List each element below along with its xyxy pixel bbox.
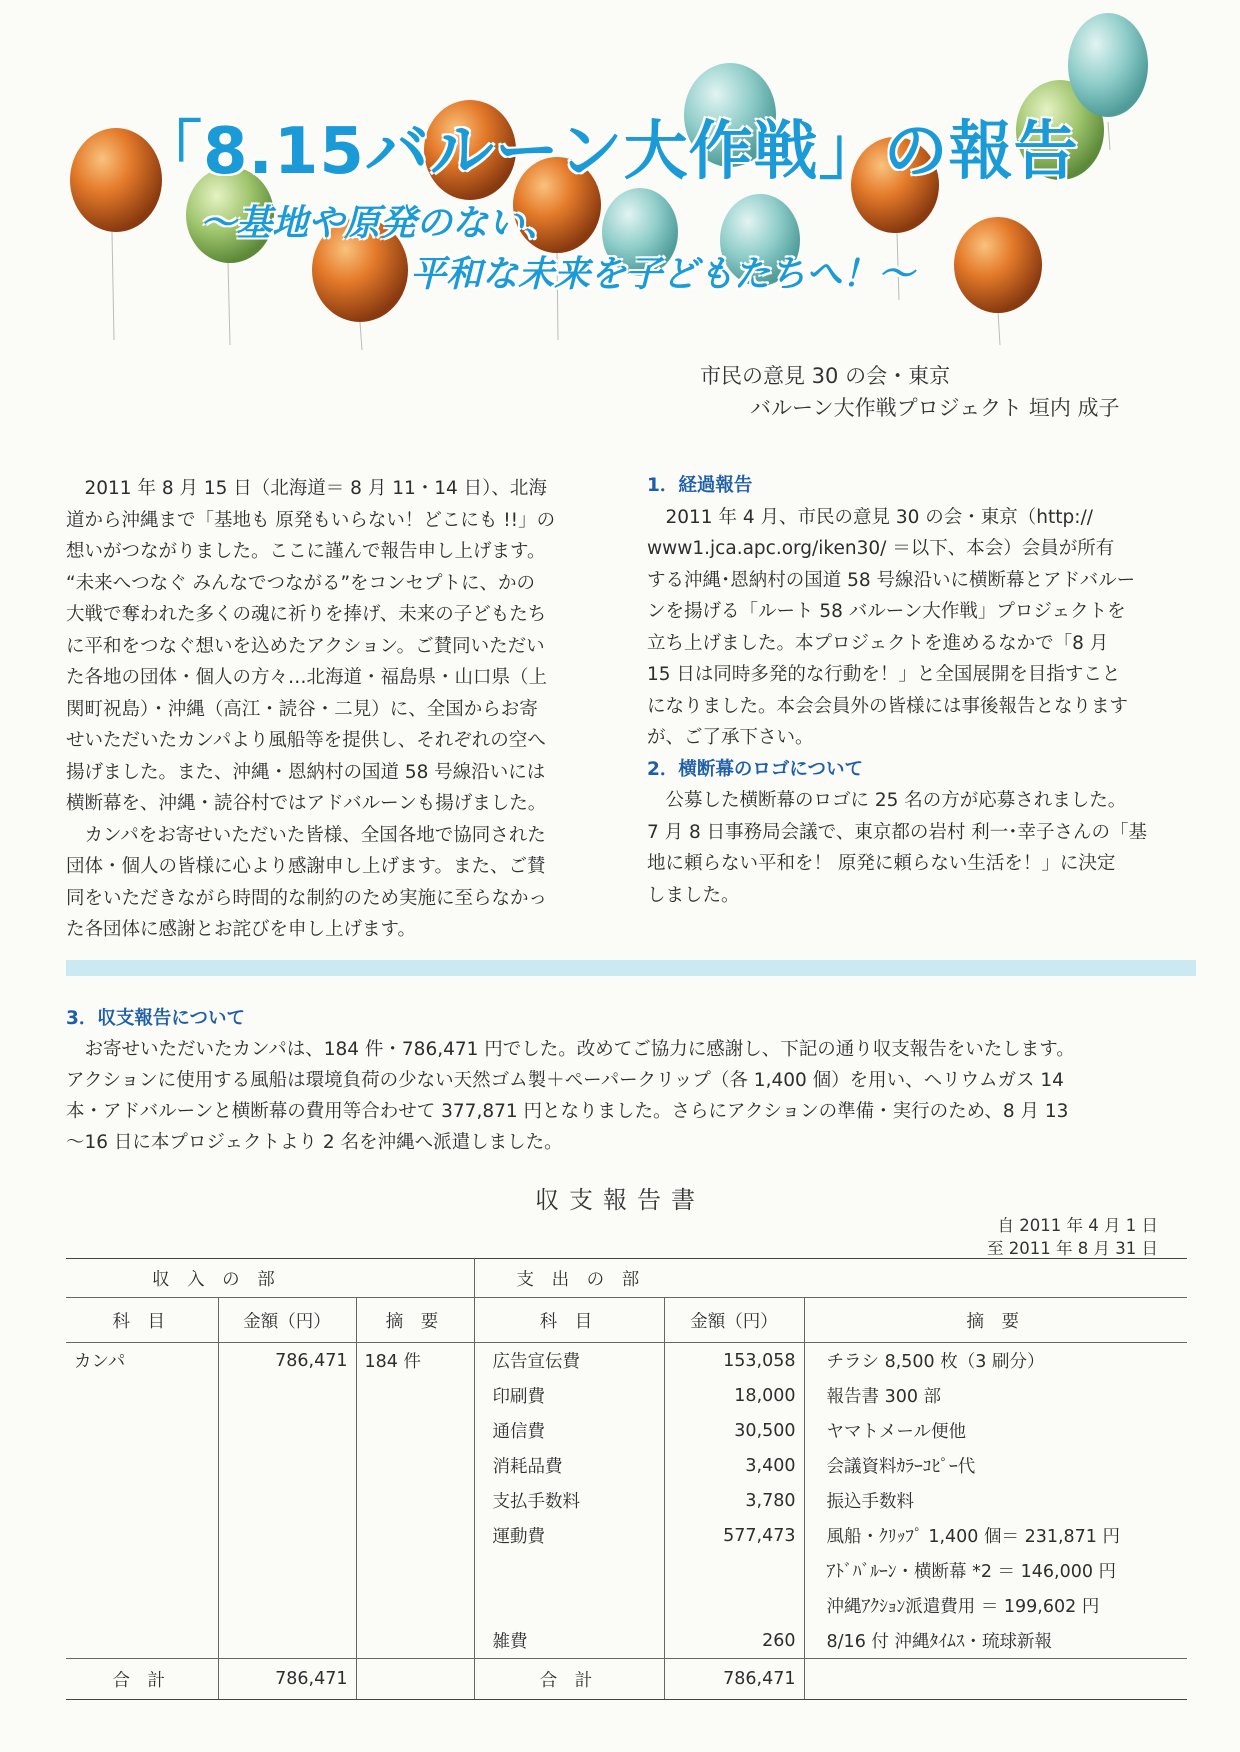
progress-line: www1.jca.apc.org/iken30/ ＝以下、本会）会員が所有 — [647, 538, 1115, 559]
intro-line: 横断幕を、沖縄・読谷村ではアドバルーンも揚げました。 — [66, 793, 547, 814]
expense-note: 8/16 付 沖縄ﾀｲﾑｽ・琉球新報 — [826, 1632, 1052, 1652]
logo-line: 地に頼らない平和を！ 原発に頼らない生活を！」に決定 — [647, 853, 1116, 874]
expense-note: 会議資料ｶﾗｰｺﾋﾟｰ代 — [826, 1457, 976, 1477]
budget-line: アクションに使用する風船は環境負荷の少ない天然ゴム製＋ペーパークリップ（各 1,400 個）を用い、ヘリウムガス 14 — [66, 1070, 1064, 1091]
expense-item — [474, 1588, 664, 1623]
budget-line: 本・アドバルーンと横断幕の費用等合わせて 377,871 円となりました。さらにアクションの準備・実行のため、8 月 13 — [66, 1101, 1069, 1122]
table-row — [66, 1378, 1187, 1413]
intro-line: 想いがつながりました。ここに謹んで報告申し上げます。 — [66, 541, 546, 562]
expense-item: 支払手数料 — [474, 1483, 664, 1518]
intro-line: 道から沖縄まで「基地も 原発もいらない！どこにも !!」の — [66, 509, 556, 531]
expense-amount — [664, 1588, 804, 1623]
page-title: 「8.15バルーン大作戦」の報告 — [138, 115, 1079, 189]
expense-item: 運動費 — [474, 1518, 664, 1553]
progress-line: になりました。本会会員外の皆様には事後報告となります — [647, 695, 1129, 717]
expense-col-item: 科 目 — [474, 1298, 664, 1343]
intro-line: 同をいただきながら時間的な制約のため実施に至らなかっ — [66, 887, 548, 909]
expense-note: チラシ 8,500 枚（3 刷分） — [826, 1352, 1045, 1372]
intro-line: た各団体に感謝とお詫びを申し上げます。 — [66, 919, 417, 940]
expense-amount: 3,400 — [664, 1448, 804, 1483]
expense-total: 786,471 — [664, 1659, 804, 1700]
progress-line: 立ち上げました。本プロジェクトを進めるなかで「8 月 — [647, 632, 1109, 654]
expense-note: 沖縄ｱｸｼｮﾝ派遣費用 ＝ 199,602 円 — [826, 1597, 1100, 1617]
subtitle-line-2: 平和な未来を子どもたちへ！～ — [410, 254, 915, 295]
section-divider-band — [66, 960, 1196, 976]
logo-line: しました。 — [647, 884, 740, 906]
intro-line: 関町祝島）・沖縄（高江・読谷・二見）に、全国からお寄 — [66, 698, 538, 720]
intro-line: “未来へつなぐ みんなでつながる”をコンセプトに、かの — [66, 572, 536, 594]
budget-line: お寄せいただいたカンパは、184 件・786,471 円でした。改めてご協力に感謝し、下記の通り収支報告をいたします。 — [66, 1039, 1075, 1060]
table-total-row — [66, 1659, 1187, 1700]
intro-line: せいただいたカンパより風船等を提供し、それぞれの空へ — [66, 730, 546, 751]
report-title: 収支報告書 — [535, 1186, 705, 1214]
intro-line: た各地の団体・個人の方々…北海道・福島県・山口県（上 — [66, 667, 548, 688]
expense-note: ｱﾄﾞﾊﾞﾙｰﾝ・横断幕 *2 ＝ 146,000 円 — [826, 1562, 1117, 1582]
income-col-item: 科 目 — [66, 1298, 218, 1343]
intro-column — [66, 473, 606, 946]
progress-line: が、ご了承下さい。 — [647, 727, 814, 748]
progress-line: する沖縄･恩納村の国道 58 号線沿いに横断幕とアドバルー — [647, 569, 1136, 591]
income-expense-table — [66, 1258, 1187, 1700]
intro-line: 揚げました。また、沖縄・恩納村の国道 58 号線沿いには — [66, 761, 546, 783]
progress-line: 2011 年 4 月、市民の意見 30 の会・東京（http:// — [647, 506, 1093, 528]
expense-section-header: 支 出 の 部 — [474, 1259, 1187, 1298]
expense-note: 風船・ｸﾘｯﾌﾟ 1,400 個＝ 231,871 円 — [826, 1527, 1120, 1547]
expense-amount: 153,058 — [664, 1343, 804, 1379]
expense-item — [474, 1553, 664, 1588]
expense-amount: 577,473 — [664, 1518, 804, 1553]
expense-item: 雑費 — [474, 1623, 664, 1659]
table-row — [66, 1518, 1187, 1553]
period-from: 自 2011 年 4 月 1 日 — [997, 1216, 1158, 1235]
expense-item: 広告宣伝費 — [474, 1343, 664, 1379]
table-row — [66, 1448, 1187, 1483]
intro-line: 2011 年 8 月 15 日（北海道＝ 8 月 11・14 日）、北海 — [66, 478, 547, 499]
logo-line: 公募した横断幕のロゴに 25 名の方が応募されました。 — [647, 790, 1127, 811]
expense-col-amount: 金額（円） — [664, 1298, 804, 1343]
expense-note: 振込手数料 — [826, 1492, 915, 1512]
expense-amount: 18,000 — [664, 1378, 804, 1413]
logo-line: 7 月 8 日事務局会議で、東京都の岩村 利一･幸子さんの「基 — [647, 821, 1147, 843]
income-total-label: 合 計 — [66, 1659, 218, 1700]
income-col-amount: 金額（円） — [218, 1298, 356, 1343]
subtitle-line-1: ～基地や原発のない、 — [200, 203, 561, 244]
expense-amount: 260 — [664, 1623, 804, 1659]
table-section-header-row — [66, 1259, 1187, 1298]
period-to: 至 2011 年 8 月 31 日 — [987, 1239, 1158, 1258]
intro-line: カンパをお寄せいただいた皆様、全国各地で協同された — [66, 824, 546, 846]
expense-amount — [664, 1553, 804, 1588]
income-section-header: 収 入 の 部 — [66, 1259, 474, 1298]
budget-line: ～16 日に本プロジェクトより 2 名を沖縄へ派遣しました。 — [66, 1132, 563, 1153]
organization-name: 市民の意見 30 の会・東京 — [700, 364, 951, 388]
progress-column — [647, 470, 1197, 911]
table-column-header-row — [66, 1298, 1187, 1343]
expense-col-note: 摘 要 — [804, 1298, 1187, 1343]
table-row — [66, 1623, 1187, 1659]
expense-item: 印刷費 — [474, 1378, 664, 1413]
income-amount: 786,471 — [218, 1343, 356, 1379]
section-heading-logo: 2．横断幕のロゴについて — [647, 758, 864, 780]
section-heading-progress: 1．経過報告 — [647, 475, 753, 496]
table-row — [66, 1483, 1187, 1518]
expense-item: 通信費 — [474, 1413, 664, 1448]
table-row — [66, 1588, 1187, 1623]
income-col-note: 摘 要 — [356, 1298, 474, 1343]
expense-amount: 30,500 — [664, 1413, 804, 1448]
expense-total-label: 合 計 — [474, 1659, 664, 1700]
expense-item: 消耗品費 — [474, 1448, 664, 1483]
table-row — [66, 1413, 1187, 1448]
income-total: 786,471 — [218, 1659, 356, 1700]
income-note: 184 件 — [356, 1343, 474, 1379]
table-row — [66, 1343, 1187, 1379]
section-heading-budget: 3．収支報告について — [66, 1008, 246, 1029]
progress-line: ンを揚げる「ルート 58 バルーン大作戦」プロジェクトを — [647, 601, 1126, 622]
expense-amount: 3,780 — [664, 1483, 804, 1518]
author-name: バルーン大作戦プロジェクト 垣内 成子 — [750, 396, 1120, 420]
table-row — [66, 1553, 1187, 1588]
intro-line: に平和をつなぐ想いを込めたアクション。ご賛同いただい — [66, 635, 545, 657]
progress-line: 15 日は同時多発的な行動を！」と全国展開を目指すこと — [647, 664, 1121, 685]
income-item: カンパ — [66, 1343, 218, 1379]
budget-section — [66, 1003, 1196, 1158]
expense-note: 報告書 300 部 — [826, 1387, 942, 1407]
expense-note: ヤマトメール便他 — [826, 1422, 967, 1442]
intro-line: 団体・個人の皆様に心より感謝申し上げます。また、ご賛 — [66, 856, 546, 877]
intro-line: 大戦で奪われた多くの魂に祈りを捧げ、未来の子どもたち — [66, 604, 547, 625]
